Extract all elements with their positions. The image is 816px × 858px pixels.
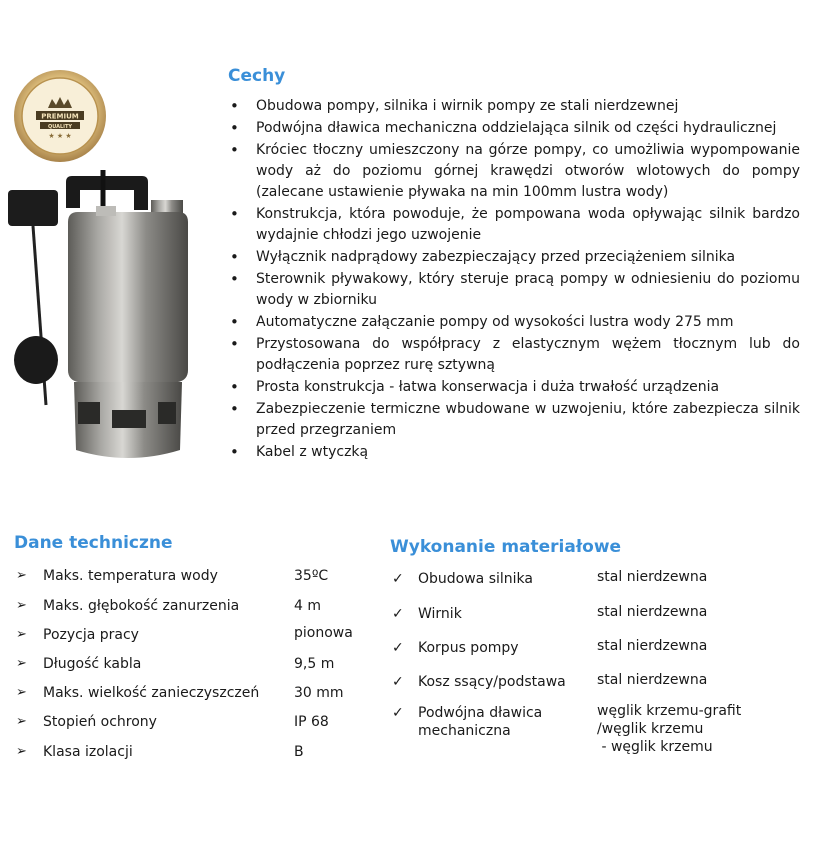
tech-label: Maks. temperatura wody [43, 568, 218, 584]
tech-row [16, 595, 376, 617]
check-icon: ✓ [392, 674, 404, 690]
tech-row [16, 653, 376, 675]
feature-item: • Sterownik pływakowy, który steruje pracą pompy w odniesieniu do poziomu wody w zbiorniku [228, 269, 800, 311]
material-value [597, 702, 797, 756]
premium-quality-badge [12, 68, 108, 164]
material-value-line: - węglik krzemu [597, 739, 713, 755]
tech-value: pionowa [294, 625, 353, 641]
tech-row [16, 682, 376, 704]
tech-row [16, 741, 376, 763]
material-value: stal nierdzewna [597, 569, 708, 585]
feature-item: • Zabezpieczenie termiczne wbudowane w uzwojeniu, które zabezpiecza silnik przed przegrzaniem [228, 399, 800, 441]
arrow-bullet-icon: ➢ [16, 568, 27, 583]
tech-value: 35ºC [294, 568, 329, 584]
feature-item: • Kabel z wtyczką [228, 442, 800, 463]
material-label: Kosz ssący/podstawa [418, 674, 566, 690]
check-icon: ✓ [392, 571, 404, 587]
tech-row [16, 711, 376, 733]
arrow-bullet-icon: ➢ [16, 744, 27, 759]
svg-text:★ ★ ★: ★ ★ ★ [48, 132, 72, 140]
material-value: stal nierdzewna [597, 604, 708, 620]
material-label: Podwójna dławica mechaniczna [418, 705, 543, 739]
tech-value: IP 68 [294, 714, 329, 730]
material-value: stal nierdzewna [597, 638, 708, 654]
badge-line2: QUALITY [47, 123, 73, 130]
feature-item: • Prosta konstrukcja - łatwa konserwacja i duża trwałość urządzenia [228, 377, 800, 398]
material-label: Korpus pompy [418, 640, 519, 656]
tech-label: Długość kabla [43, 656, 142, 672]
tech-label: Maks. głębokość zanurzenia [43, 598, 240, 614]
arrow-bullet-icon: ➢ [16, 627, 27, 642]
tech-row [16, 565, 376, 587]
check-icon: ✓ [392, 606, 404, 622]
feature-item: • Króciec tłoczny umieszczony na górze pompy, co umożliwia wypompowanie wody aż do poziomu górnej krawędzi otworów wlotowych do pompy (zalecane ustawienie pływaka na min 100mm lustra wody) [228, 140, 800, 203]
tech-label: Maks. wielkość zanieczyszczeń [43, 685, 260, 701]
material-value-line: węglik krzemu-grafit [597, 703, 742, 719]
technical-data-title: Dane techniczne [14, 533, 173, 553]
materials-title: Wykonanie materiałowe [390, 537, 622, 557]
features-title: Cechy [228, 66, 286, 86]
tech-label: Pozycja pracy [43, 627, 139, 643]
feature-item: • Konstrukcja, która powoduje, że pompowana woda opływając silnik bardzo wydajnie chłodzi jego uzwojenie [228, 204, 800, 246]
badge-line1: PREMIUM [41, 112, 79, 121]
tech-value: 30 mm [294, 685, 344, 701]
features-list [228, 96, 800, 464]
tech-value: B [294, 744, 304, 760]
pump-image [8, 170, 218, 470]
feature-item: • Automatyczne załączanie pompy od wysokości lustra wody 275 mm [228, 312, 800, 333]
arrow-bullet-icon: ➢ [16, 714, 27, 729]
material-label: Wirnik [418, 606, 462, 622]
material-value: stal nierdzewna [597, 672, 708, 688]
feature-item: • Przystosowana do współpracy z elastycznym wężem tłocznym lub do podłączenia poprzez rurę sztywną [228, 334, 800, 376]
check-icon: ✓ [392, 705, 404, 721]
feature-item: • Podwójna dławica mechaniczna oddzielająca silnik od części hydraulicznej [228, 118, 800, 139]
arrow-bullet-icon: ➢ [16, 685, 27, 700]
tech-row [16, 624, 376, 646]
tech-value: 9,5 m [294, 656, 335, 672]
arrow-bullet-icon: ➢ [16, 598, 27, 613]
tech-label: Klasa izolacji [43, 744, 133, 760]
material-label: Obudowa silnika [418, 571, 533, 587]
check-icon: ✓ [392, 640, 404, 656]
material-value-line: /węglik krzemu [597, 721, 704, 737]
arrow-bullet-icon: ➢ [16, 656, 27, 671]
tech-value: 4 m [294, 598, 321, 614]
feature-item: • Wyłącznik nadprądowy zabezpieczający przed przeciążeniem silnika [228, 247, 800, 268]
tech-label: Stopień ochrony [43, 714, 157, 730]
feature-item: • Obudowa pompy, silnika i wirnik pompy ze stali nierdzewnej [228, 96, 800, 117]
